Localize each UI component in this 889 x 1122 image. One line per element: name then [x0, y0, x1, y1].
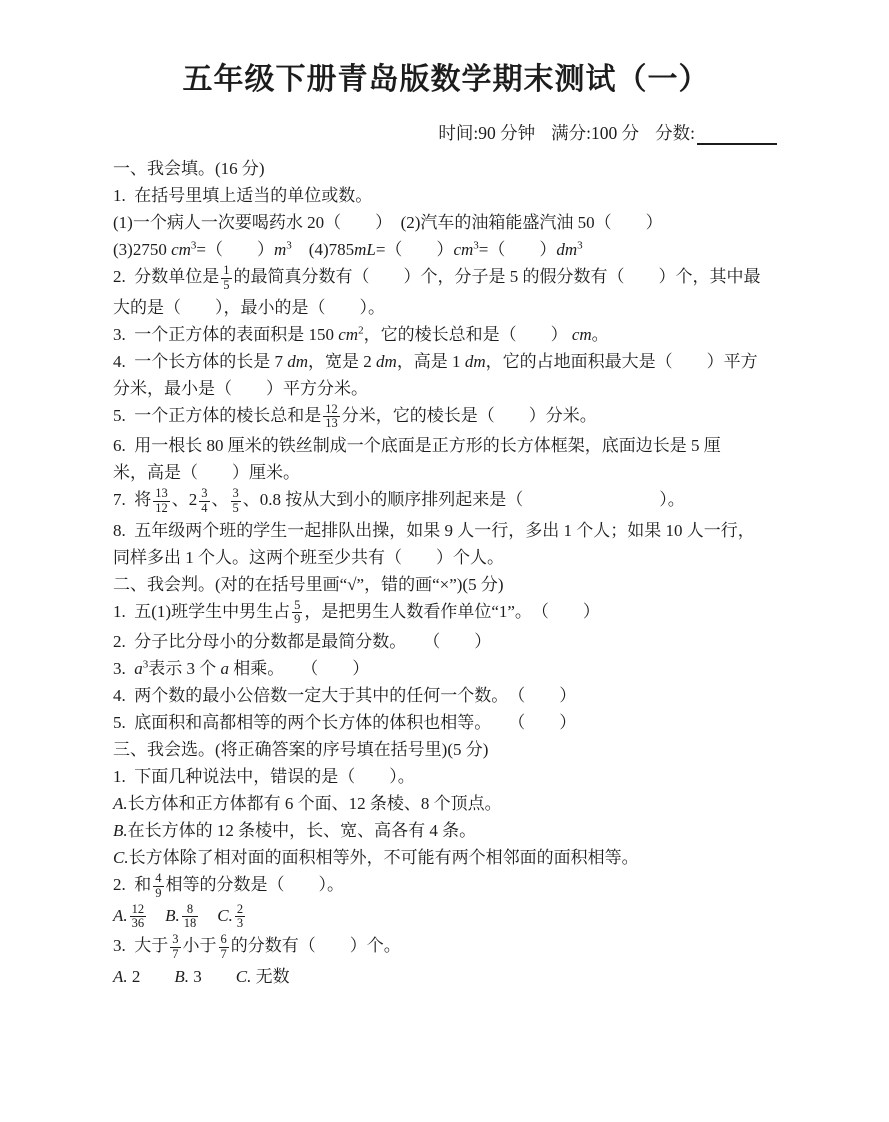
italic-run: C.: [235, 966, 252, 986]
section-2-header: [113, 571, 779, 598]
text-run: 2: [127, 966, 175, 986]
fraction: [231, 487, 241, 516]
fraction-numerator: 12: [325, 401, 338, 416]
text-run: 3: [189, 966, 236, 986]
judge-q3: [113, 655, 779, 682]
fill-q1-sub34: [113, 236, 779, 263]
text-run: 分米，它的棱长是（ ）分米。: [341, 405, 597, 425]
text-run: [148, 906, 165, 925]
judge-q2: [113, 628, 779, 655]
text-run: 一、我会填。(16 分): [113, 159, 265, 178]
fraction: [221, 264, 231, 293]
fraction-numerator: 3: [232, 486, 239, 500]
exam-score-label: 分数:: [655, 123, 695, 143]
fraction: [323, 403, 340, 432]
text-run: (1)一个病人一次要喝药水 20（ ） (2)汽车的油箱能盛汽油 50（ ）: [113, 213, 663, 232]
text-run: ，它的占地面积最大是（ ）平方: [485, 351, 758, 371]
fill-q1: [113, 182, 779, 209]
text-run: 大的是（ ），最小的是（ ）。: [113, 297, 385, 317]
fill-q6-line1: [113, 432, 779, 459]
fraction: [130, 903, 147, 932]
italic-run: dm: [376, 351, 397, 371]
text-run: 6. 用一根长 80 厘米的铁丝制成一个底面是正方形的长方体框架，底面边长是 5 厘: [113, 436, 721, 455]
text-run: 5. 底面积和高都相等的两个长方体的体积也相等。 （ ）: [113, 713, 577, 732]
italic-run: cm: [571, 324, 592, 344]
fill-q2-line1: [113, 263, 779, 294]
fraction-numerator: 6: [220, 932, 227, 946]
score-blank-line: [697, 127, 777, 145]
text-run: 4. 两个数的最小公倍数一定大于其中的任何一个数。 （ ）: [113, 686, 577, 705]
fraction: [170, 933, 180, 962]
fraction-denominator: 7: [172, 946, 179, 961]
italic-run: A.: [113, 794, 128, 813]
text-run: =（ ）: [196, 240, 274, 259]
italic-run: dm: [287, 351, 309, 371]
text-run: 2. 和: [113, 875, 152, 895]
italic-run: a: [220, 659, 229, 678]
text-run: 三、我会选。(将正确答案的序号填在括号里)(5 分): [113, 740, 489, 759]
text-run: 1. 五(1)班学生中男生占: [113, 601, 291, 621]
judge-q1: [113, 598, 779, 629]
text-run: 、2: [171, 490, 198, 510]
judge-q4: [113, 682, 779, 709]
fraction-numerator: 3: [201, 486, 208, 500]
choice-q1: [113, 763, 779, 790]
page-title: 五年级下册青岛版数学期末测试（一）: [182, 63, 710, 96]
italic-run: cm: [338, 324, 359, 344]
fill-q5: [113, 402, 779, 433]
document-lines: [113, 155, 779, 990]
text-run: 二、我会判。(对的在括号里画“√”，错的画“×”)(5 分): [113, 574, 504, 594]
fill-q8-line2: [113, 544, 779, 571]
fraction-numerator: 4: [155, 871, 162, 885]
text-run: =（ ）: [478, 240, 557, 259]
fraction-denominator: 3: [236, 916, 244, 931]
choice-q2: [113, 871, 779, 902]
text-run: (3)2750: [113, 240, 172, 259]
judge-q5: [113, 709, 779, 736]
choice-q2-options: [113, 902, 779, 933]
fill-q8-line1: [113, 517, 779, 544]
fraction: [153, 487, 170, 516]
superscript-run: 3: [190, 239, 197, 252]
fraction: [219, 933, 229, 962]
text-run: 3. 大于: [113, 936, 169, 956]
section-1-header: [113, 155, 779, 182]
italic-run: C.: [217, 905, 233, 925]
text-run: 3. 一个正方体的表面积是 150: [113, 324, 339, 344]
fill-q3: [113, 321, 779, 348]
superscript-run: 2: [358, 323, 364, 336]
fraction: [199, 487, 209, 516]
fill-q4-line2: [113, 375, 779, 402]
fraction-denominator: 13: [325, 416, 338, 431]
fraction-numerator: 1: [223, 263, 230, 277]
fraction-denominator: 4: [201, 500, 208, 515]
italic-run: cm: [171, 240, 191, 259]
text-run: 长方体除了相对面的面积相等外，不可能有两个相邻面的面积相等。: [128, 848, 639, 867]
fraction-numerator: 5: [294, 597, 301, 612]
fraction-denominator: 18: [183, 916, 197, 931]
choice-q3: [113, 932, 779, 963]
fraction-denominator: 12: [155, 500, 168, 515]
text-run: 4. 一个长方体的长是 7: [113, 351, 288, 371]
text-run: 2. 分子比分母小的分数都是最简分数。 （ ）: [113, 632, 492, 651]
fraction-denominator: 9: [155, 885, 162, 900]
italic-run: mL: [354, 240, 376, 259]
fill-q2-line2: [113, 294, 779, 321]
text-run: 1. 在括号里填上适当的单位或数。: [113, 186, 373, 205]
superscript-run: 3: [473, 239, 479, 252]
exam-score-field: [655, 120, 777, 145]
fraction-numerator: 13: [155, 486, 168, 500]
text-run: 的分数有（ ）个。: [230, 936, 401, 956]
exam-meta-row: [113, 120, 777, 145]
fraction-numerator: 2: [236, 901, 244, 916]
text-run: 8. 五年级两个班的学生一起排队出操，如果 9 人一行，多出 1 个人；如果 10 人一行，: [113, 520, 755, 540]
choice-q1-optB: [113, 817, 779, 844]
text-run: 。: [591, 324, 609, 344]
text-run: [200, 906, 217, 925]
text-run: 米，高是（ ）厘米。: [113, 463, 300, 482]
superscript-run: 3: [142, 658, 149, 671]
text-run: 相乘。 （ ）: [229, 659, 370, 678]
italic-run: dm: [464, 351, 486, 371]
italic-run: C.: [113, 848, 129, 867]
fraction-denominator: 36: [131, 916, 145, 931]
text-run: 表示 3 个: [148, 659, 221, 678]
italic-run: a: [134, 659, 143, 678]
text-run: 无数: [251, 966, 290, 986]
text-run: 小于: [182, 936, 217, 956]
text-run: 、: [211, 490, 229, 510]
text-run: 长方体和正方体都有 6 个面、12 条棱、8 个顶点。: [127, 794, 502, 813]
italic-run: dm: [556, 240, 578, 259]
text-run: 5. 一个正方体的棱长总和是: [113, 405, 322, 425]
fraction-denominator: 5: [223, 277, 230, 292]
italic-run: B.: [174, 966, 190, 986]
fraction-numerator: 8: [186, 901, 194, 916]
text-run: 的最简真分数有（ ）个，分子是 5 的假分数有（ ）个，其中最: [233, 267, 761, 287]
text-run: ，是把男生人数看作单位“1”。 （ ）: [304, 601, 600, 621]
exam-time: 时间:90 分钟: [438, 123, 536, 143]
superscript-run: 3: [286, 239, 292, 252]
text-run: 相等的分数是（ ）。: [165, 875, 344, 895]
fill-q6-line2: [113, 459, 779, 486]
choice-q1-optC: [113, 844, 779, 871]
text-run: 7. 将: [113, 490, 152, 510]
fraction-denominator: 7: [220, 946, 227, 961]
superscript-run: 3: [577, 239, 583, 252]
choice-q1-optA: [113, 790, 779, 817]
italic-run: A.: [113, 905, 128, 925]
text-run: (4)785: [291, 240, 355, 259]
fraction: [153, 872, 163, 901]
italic-run: A.: [113, 966, 128, 986]
text-run: 同样多出 1 个人。这两个班至少共有（ ）个人。: [113, 547, 504, 567]
fraction-denominator: 9: [294, 612, 301, 627]
fraction: [182, 903, 199, 932]
section-3-header: [113, 736, 779, 763]
italic-run: B.: [113, 821, 128, 840]
text-run: ，高是 1: [396, 351, 465, 371]
choice-q3-options: [113, 963, 779, 990]
italic-run: cm: [453, 240, 474, 259]
fraction-denominator: 5: [232, 500, 239, 515]
exam-full-score: 满分:100 分: [551, 123, 640, 143]
text-run: =（ ）: [375, 240, 454, 259]
text-run: 2. 分数单位是: [113, 267, 220, 287]
italic-run: B.: [165, 905, 180, 925]
text-run: ，宽是 2: [308, 351, 377, 371]
text-run: 在长方体的 12 条棱中，长、宽、高各有 4 条。: [127, 821, 477, 840]
fraction-numerator: 12: [131, 901, 145, 916]
fill-q1-sub12: [113, 209, 779, 236]
text-run: 3.: [113, 659, 135, 678]
text-run: 分米，最小是（ ）平方分米。: [113, 378, 368, 398]
fraction: [235, 903, 245, 932]
fraction: [292, 599, 302, 628]
fill-q7: [113, 486, 779, 517]
fill-q4-line1: [113, 348, 779, 375]
text-run: ，它的棱长总和是（ ）: [363, 324, 572, 344]
fraction-numerator: 3: [172, 932, 179, 946]
text-run: 1. 下面几种说法中，错误的是（ ）。: [113, 767, 415, 786]
text-run: 、0.8 按从大到小的顺序排列起来是（ ）。: [242, 490, 685, 510]
italic-run: m: [274, 240, 287, 259]
